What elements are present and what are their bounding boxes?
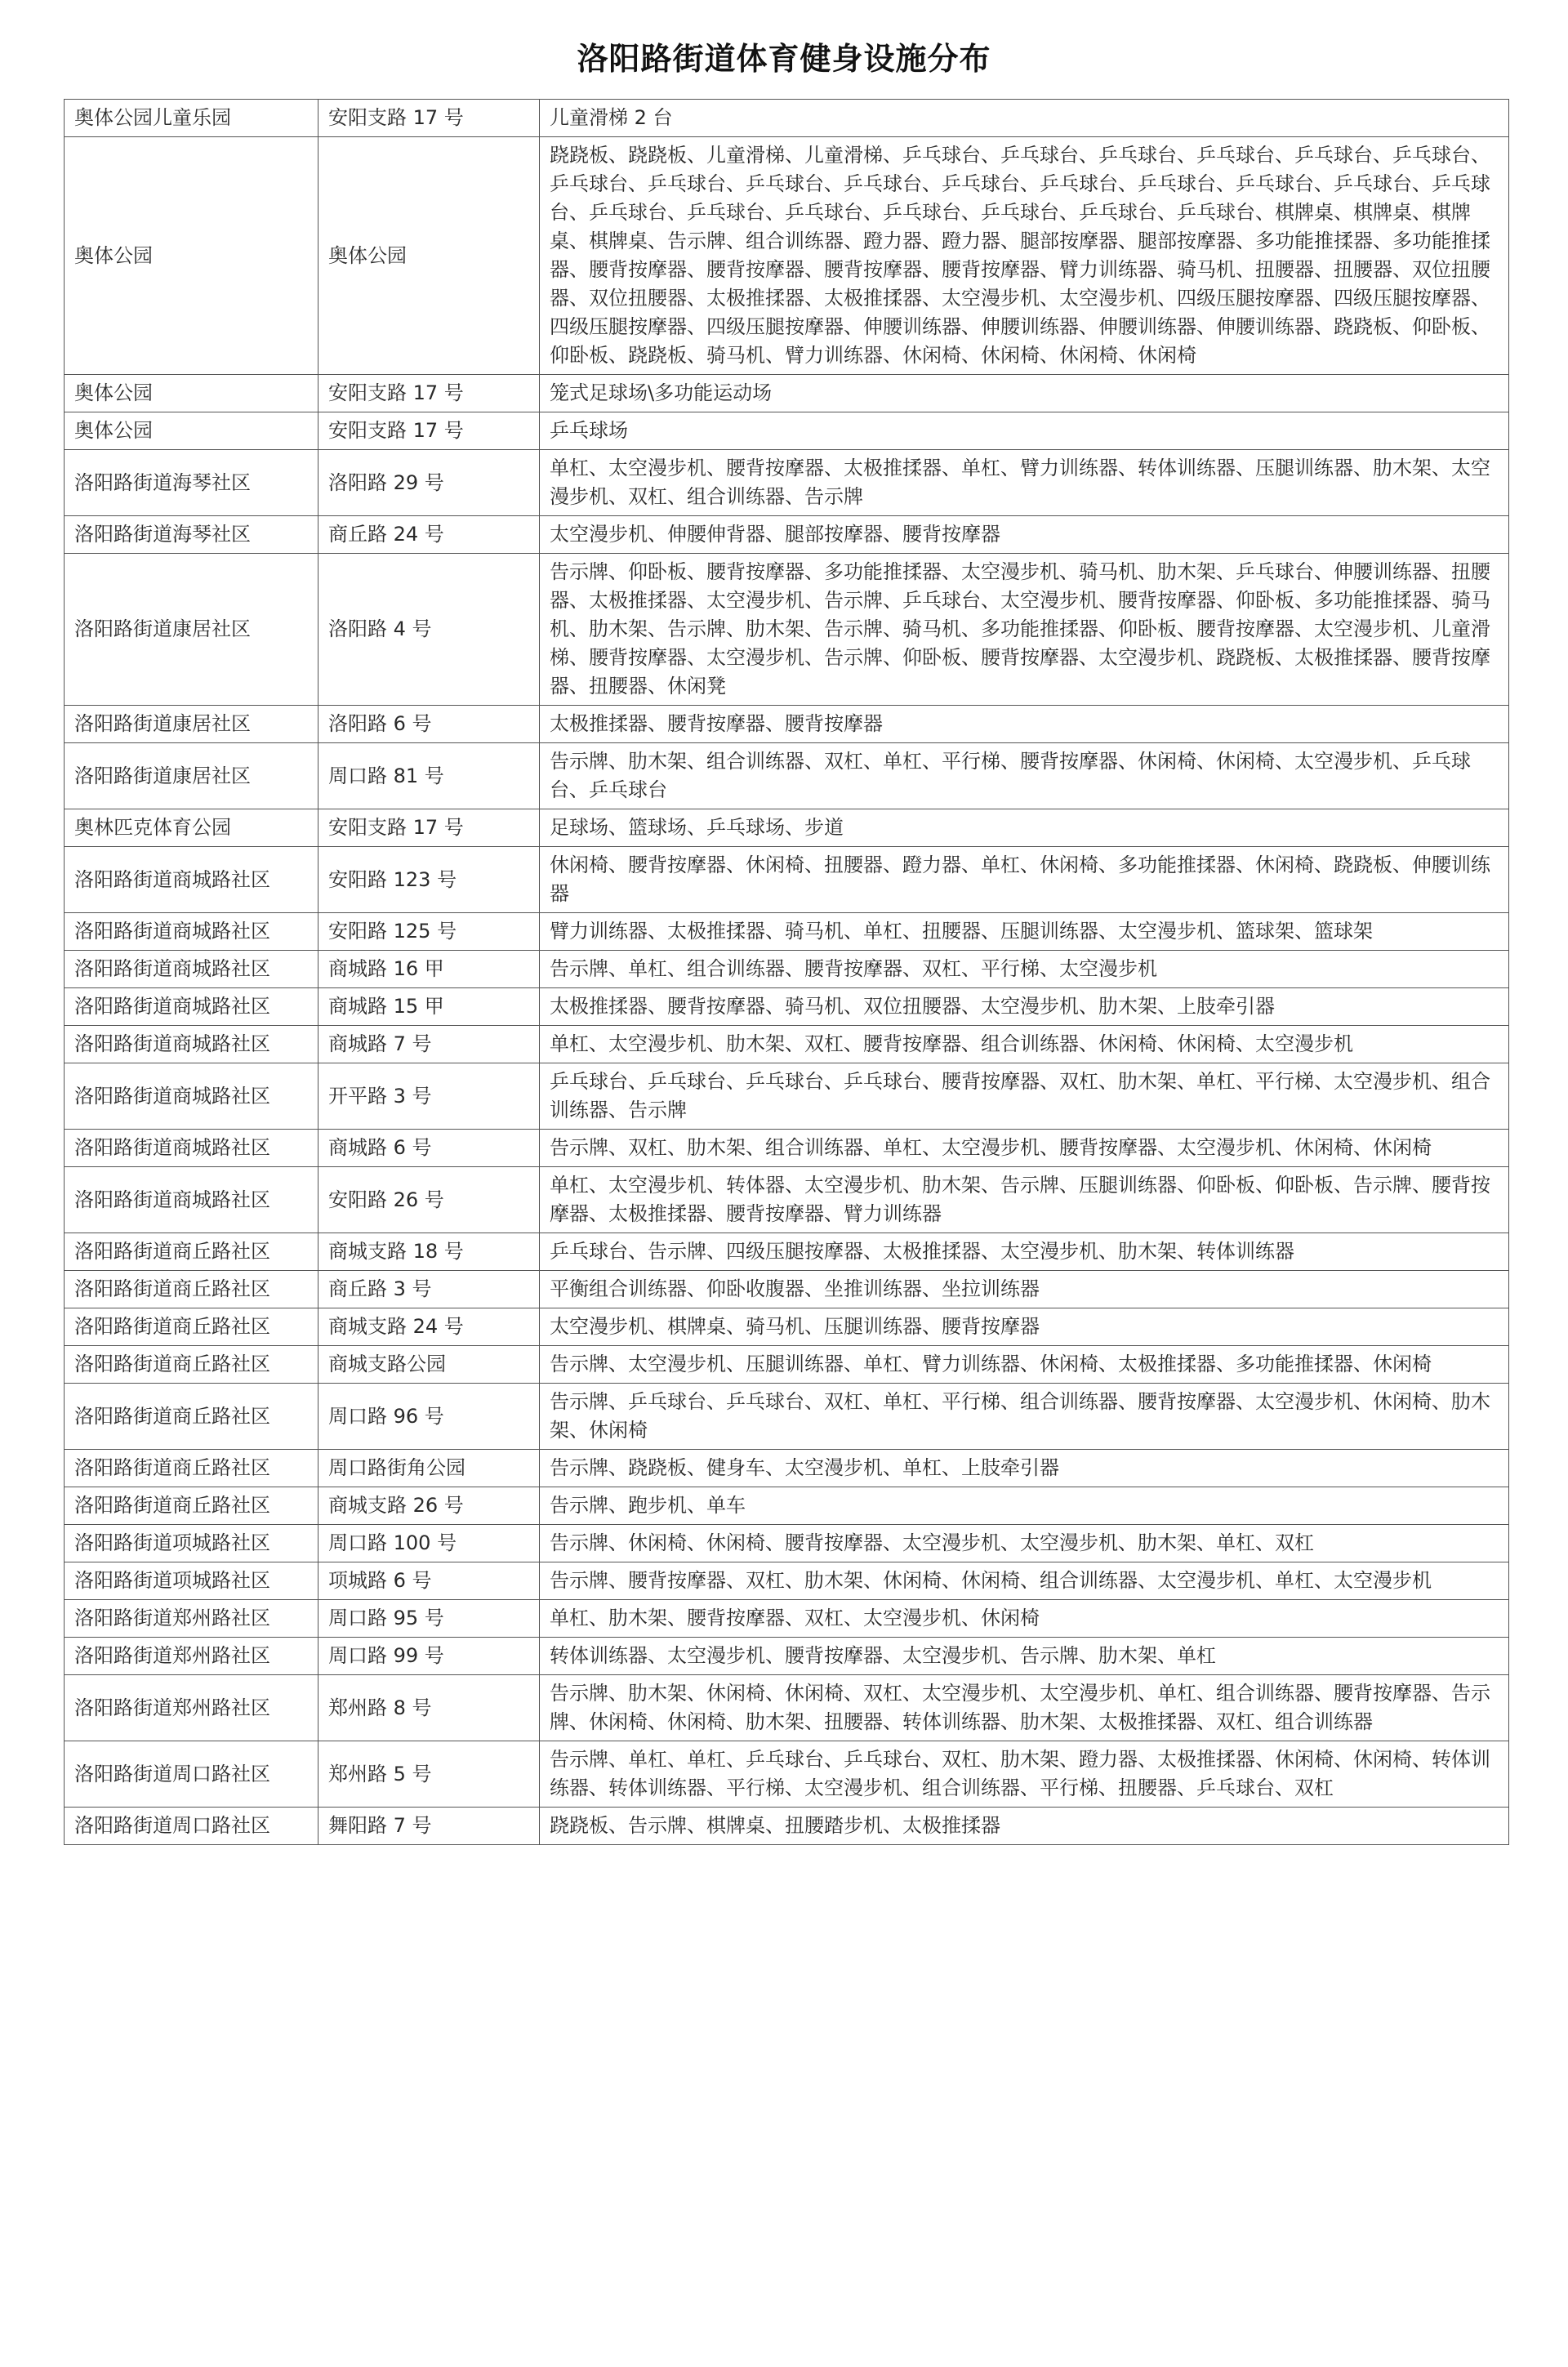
address-cell: 安阳支路 17 号 — [318, 375, 540, 412]
table-row — [65, 1808, 1509, 1845]
address-cell: 安阳支路 17 号 — [318, 412, 540, 450]
community-cell: 洛阳路街道商城路社区 — [65, 1167, 318, 1233]
table-row — [65, 1130, 1509, 1167]
address-cell: 安阳支路 17 号 — [318, 100, 540, 137]
address-cell: 洛阳路 29 号 — [318, 450, 540, 516]
address-cell: 安阳支路 17 号 — [318, 809, 540, 847]
community-cell: 奥体公园儿童乐园 — [65, 100, 318, 137]
address-cell: 洛阳路 4 号 — [318, 554, 540, 706]
facilities-cell: 笼式足球场\多功能运动场 — [540, 375, 1509, 412]
address-cell: 周口路街角公园 — [318, 1450, 540, 1487]
community-cell: 洛阳路街道康居社区 — [65, 706, 318, 743]
table-row — [65, 137, 1509, 375]
table-row — [65, 1026, 1509, 1063]
table-row — [65, 100, 1509, 137]
table-row — [65, 1675, 1509, 1741]
community-cell: 奥林匹克体育公园 — [65, 809, 318, 847]
facilities-cell: 告示牌、仰卧板、腰背按摩器、多功能推揉器、太空漫步机、骑马机、肋木架、乒乓球台、伸腰训练器、扭腰器、太极推揉器、太空漫步机、告示牌、乒乓球台、太空漫步机、腰背按摩器、仰卧板、多功能推揉器、骑马机、肋木架、告示牌、肋木架、告示牌、骑马机、多功能推揉器、仰卧板、腰背按摩器、太空漫步机、儿童滑梯、腰背按摩器、太空漫步机、告示牌、仰卧板、腰背按摩器、太空漫步机、跷跷板、太极推揉器、腰背按摩器、扭腰器、休闲凳 — [540, 554, 1509, 706]
table-row — [65, 1638, 1509, 1675]
address-cell: 开平路 3 号 — [318, 1063, 540, 1130]
table-row — [65, 743, 1509, 809]
facilities-cell: 休闲椅、腰背按摩器、休闲椅、扭腰器、蹬力器、单杠、休闲椅、多功能推揉器、休闲椅、跷跷板、伸腰训练器 — [540, 847, 1509, 913]
facilities-cell: 单杠、太空漫步机、肋木架、双杠、腰背按摩器、组合训练器、休闲椅、休闲椅、太空漫步机 — [540, 1026, 1509, 1063]
community-cell: 洛阳路街道商丘路社区 — [65, 1487, 318, 1525]
address-cell: 洛阳路 6 号 — [318, 706, 540, 743]
facilities-cell: 单杠、肋木架、腰背按摩器、双杠、太空漫步机、休闲椅 — [540, 1600, 1509, 1638]
table-row — [65, 554, 1509, 706]
address-cell: 商城路 15 甲 — [318, 988, 540, 1026]
table-body — [65, 100, 1509, 1845]
community-cell: 洛阳路街道商丘路社区 — [65, 1308, 318, 1346]
address-cell: 商城路 16 甲 — [318, 951, 540, 988]
table-row — [65, 1525, 1509, 1562]
address-cell: 商城路 7 号 — [318, 1026, 540, 1063]
address-cell: 商丘路 3 号 — [318, 1271, 540, 1308]
community-cell: 洛阳路街道商城路社区 — [65, 1063, 318, 1130]
table-row — [65, 951, 1509, 988]
facilities-cell: 告示牌、单杠、组合训练器、腰背按摩器、双杠、平行梯、太空漫步机 — [540, 951, 1509, 988]
table-row — [65, 1384, 1509, 1450]
facilities-cell: 告示牌、乒乓球台、乒乓球台、双杠、单杠、平行梯、组合训练器、腰背按摩器、太空漫步机、休闲椅、肋木架、休闲椅 — [540, 1384, 1509, 1450]
address-cell: 商城支路 24 号 — [318, 1308, 540, 1346]
table-row — [65, 412, 1509, 450]
table-row — [65, 450, 1509, 516]
facilities-cell: 儿童滑梯 2 台 — [540, 100, 1509, 137]
community-cell: 洛阳路街道商丘路社区 — [65, 1233, 318, 1271]
address-cell: 安阳路 125 号 — [318, 913, 540, 951]
facilities-cell: 告示牌、双杠、肋木架、组合训练器、单杠、太空漫步机、腰背按摩器、太空漫步机、休闲椅、休闲椅 — [540, 1130, 1509, 1167]
table-row — [65, 706, 1509, 743]
facilities-cell: 太空漫步机、伸腰伸背器、腿部按摩器、腰背按摩器 — [540, 516, 1509, 554]
community-cell: 洛阳路街道海琴社区 — [65, 516, 318, 554]
table-row — [65, 913, 1509, 951]
address-cell: 周口路 95 号 — [318, 1600, 540, 1638]
facilities-cell: 跷跷板、告示牌、棋牌桌、扭腰踏步机、太极推揉器 — [540, 1808, 1509, 1845]
community-cell: 洛阳路街道商城路社区 — [65, 1026, 318, 1063]
community-cell: 洛阳路街道商丘路社区 — [65, 1346, 318, 1384]
table-row — [65, 1562, 1509, 1600]
table-row — [65, 1233, 1509, 1271]
address-cell: 舞阳路 7 号 — [318, 1808, 540, 1845]
address-cell: 周口路 100 号 — [318, 1525, 540, 1562]
community-cell: 洛阳路街道商城路社区 — [65, 951, 318, 988]
table-row — [65, 988, 1509, 1026]
address-cell: 项城路 6 号 — [318, 1562, 540, 1600]
address-cell: 奥体公园 — [318, 137, 540, 375]
community-cell: 洛阳路街道海琴社区 — [65, 450, 318, 516]
community-cell: 洛阳路街道商丘路社区 — [65, 1384, 318, 1450]
facilities-cell: 告示牌、休闲椅、休闲椅、腰背按摩器、太空漫步机、太空漫步机、肋木架、单杠、双杠 — [540, 1525, 1509, 1562]
table-row — [65, 1167, 1509, 1233]
facilities-cell: 臂力训练器、太极推揉器、骑马机、单杠、扭腰器、压腿训练器、太空漫步机、篮球架、篮球架 — [540, 913, 1509, 951]
facilities-cell: 太极推揉器、腰背按摩器、骑马机、双位扭腰器、太空漫步机、肋木架、上肢牵引器 — [540, 988, 1509, 1026]
address-cell: 安阳路 123 号 — [318, 847, 540, 913]
community-cell: 洛阳路街道商城路社区 — [65, 988, 318, 1026]
address-cell: 安阳路 26 号 — [318, 1167, 540, 1233]
community-cell: 洛阳路街道郑州路社区 — [65, 1600, 318, 1638]
table-row — [65, 809, 1509, 847]
community-cell: 洛阳路街道商丘路社区 — [65, 1450, 318, 1487]
table-row — [65, 1308, 1509, 1346]
address-cell: 商城支路公园 — [318, 1346, 540, 1384]
facilities-cell: 告示牌、单杠、单杠、乒乓球台、乒乓球台、双杠、肋木架、蹬力器、太极推揉器、休闲椅、休闲椅、转体训练器、转体训练器、平行梯、太空漫步机、组合训练器、平行梯、扭腰器、乒乓球台、双杠 — [540, 1741, 1509, 1808]
table-row — [65, 1271, 1509, 1308]
facilities-cell: 单杠、太空漫步机、腰背按摩器、太极推揉器、单杠、臂力训练器、转体训练器、压腿训练器、肋木架、太空漫步机、双杠、组合训练器、告示牌 — [540, 450, 1509, 516]
facilities-cell: 告示牌、腰背按摩器、双杠、肋木架、休闲椅、休闲椅、组合训练器、太空漫步机、单杠、太空漫步机 — [540, 1562, 1509, 1600]
address-cell: 商城路 6 号 — [318, 1130, 540, 1167]
facilities-cell: 太极推揉器、腰背按摩器、腰背按摩器 — [540, 706, 1509, 743]
community-cell: 奥体公园 — [65, 137, 318, 375]
community-cell: 洛阳路街道康居社区 — [65, 554, 318, 706]
address-cell: 郑州路 5 号 — [318, 1741, 540, 1808]
community-cell: 洛阳路街道郑州路社区 — [65, 1675, 318, 1741]
table-row — [65, 1741, 1509, 1808]
community-cell: 洛阳路街道商城路社区 — [65, 847, 318, 913]
community-cell: 洛阳路街道商城路社区 — [65, 913, 318, 951]
table-row — [65, 516, 1509, 554]
community-cell: 奥体公园 — [65, 375, 318, 412]
facilities-cell: 乒乓球台、乒乓球台、乒乓球台、乒乓球台、腰背按摩器、双杠、肋木架、单杠、平行梯、太空漫步机、组合训练器、告示牌 — [540, 1063, 1509, 1130]
address-cell: 周口路 99 号 — [318, 1638, 540, 1675]
address-cell: 郑州路 8 号 — [318, 1675, 540, 1741]
document-title: 洛阳路街道体育健身设施分布 — [577, 40, 991, 77]
facilities-cell: 跷跷板、跷跷板、儿童滑梯、儿童滑梯、乒乓球台、乒乓球台、乒乓球台、乒乓球台、乒乓球台、乒乓球台、乒乓球台、乒乓球台、乒乓球台、乒乓球台、乒乓球台、乒乓球台、乒乓球台、乒乓球台、乒乓球台、乒乓球台、乒乓球台、乒乓球台、乒乓球台、乒乓球台、乒乓球台、乒乓球台、乒乓球台、棋牌桌、棋牌桌、棋牌桌、棋牌桌、告示牌、组合训练器、蹬力器、蹬力器、腿部按摩器、腿部按摩器、多功能推揉器、多功能推揉器、腰背按摩器、腰背按摩器、腰背按摩器、腰背按摩器、臂力训练器、骑马机、扭腰器、扭腰器、双位扭腰器、双位扭腰器、太极推揉器、太极推揉器、太空漫步机、太空漫步机、四级压腿按摩器、四级压腿按摩器、四级压腿按摩器、四级压腿按摩器、伸腰训练器、伸腰训练器、伸腰训练器、伸腰训练器、跷跷板、仰卧板、仰卧板、跷跷板、骑马机、臂力训练器、休闲椅、休闲椅、休闲椅、休闲椅 — [540, 137, 1509, 375]
table-row — [65, 847, 1509, 913]
facilities-cell: 转体训练器、太空漫步机、腰背按摩器、太空漫步机、告示牌、肋木架、单杠 — [540, 1638, 1509, 1675]
facilities-cell: 告示牌、太空漫步机、压腿训练器、单杠、臂力训练器、休闲椅、太极推揉器、多功能推揉器、休闲椅 — [540, 1346, 1509, 1384]
facilities-cell: 告示牌、肋木架、休闲椅、休闲椅、双杠、太空漫步机、太空漫步机、单杠、组合训练器、腰背按摩器、告示牌、休闲椅、休闲椅、肋木架、扭腰器、转体训练器、肋木架、太极推揉器、双杠、组合训练器 — [540, 1675, 1509, 1741]
community-cell: 洛阳路街道商城路社区 — [65, 1130, 318, 1167]
table-row — [65, 1346, 1509, 1384]
facilities-cell: 单杠、太空漫步机、转体器、太空漫步机、肋木架、告示牌、压腿训练器、仰卧板、仰卧板、告示牌、腰背按摩器、太极推揉器、腰背按摩器、臂力训练器 — [540, 1167, 1509, 1233]
table-row — [65, 1450, 1509, 1487]
community-cell: 洛阳路街道项城路社区 — [65, 1562, 318, 1600]
address-cell: 商丘路 24 号 — [318, 516, 540, 554]
table-row — [65, 1063, 1509, 1130]
facilities-cell: 告示牌、跷跷板、健身车、太空漫步机、单杠、上肢牵引器 — [540, 1450, 1509, 1487]
table-row — [65, 375, 1509, 412]
facilities-cell: 乒乓球场 — [540, 412, 1509, 450]
table-row — [65, 1487, 1509, 1525]
facility-table — [64, 99, 1509, 1845]
table-row — [65, 1600, 1509, 1638]
community-cell: 洛阳路街道项城路社区 — [65, 1525, 318, 1562]
community-cell: 洛阳路街道商丘路社区 — [65, 1271, 318, 1308]
address-cell: 商城支路 18 号 — [318, 1233, 540, 1271]
facilities-cell: 平衡组合训练器、仰卧收腹器、坐推训练器、坐拉训练器 — [540, 1271, 1509, 1308]
community-cell: 洛阳路街道郑州路社区 — [65, 1638, 318, 1675]
community-cell: 洛阳路街道康居社区 — [65, 743, 318, 809]
facilities-cell: 乒乓球台、告示牌、四级压腿按摩器、太极推揉器、太空漫步机、肋木架、转体训练器 — [540, 1233, 1509, 1271]
community-cell: 奥体公园 — [65, 412, 318, 450]
facilities-cell: 太空漫步机、棋牌桌、骑马机、压腿训练器、腰背按摩器 — [540, 1308, 1509, 1346]
address-cell: 商城支路 26 号 — [318, 1487, 540, 1525]
facilities-cell: 足球场、篮球场、乒乓球场、步道 — [540, 809, 1509, 847]
community-cell: 洛阳路街道周口路社区 — [65, 1808, 318, 1845]
facilities-cell: 告示牌、跑步机、单车 — [540, 1487, 1509, 1525]
address-cell: 周口路 81 号 — [318, 743, 540, 809]
facilities-cell: 告示牌、肋木架、组合训练器、双杠、单杠、平行梯、腰背按摩器、休闲椅、休闲椅、太空漫步机、乒乓球台、乒乓球台 — [540, 743, 1509, 809]
community-cell: 洛阳路街道周口路社区 — [65, 1741, 318, 1808]
address-cell: 周口路 96 号 — [318, 1384, 540, 1450]
